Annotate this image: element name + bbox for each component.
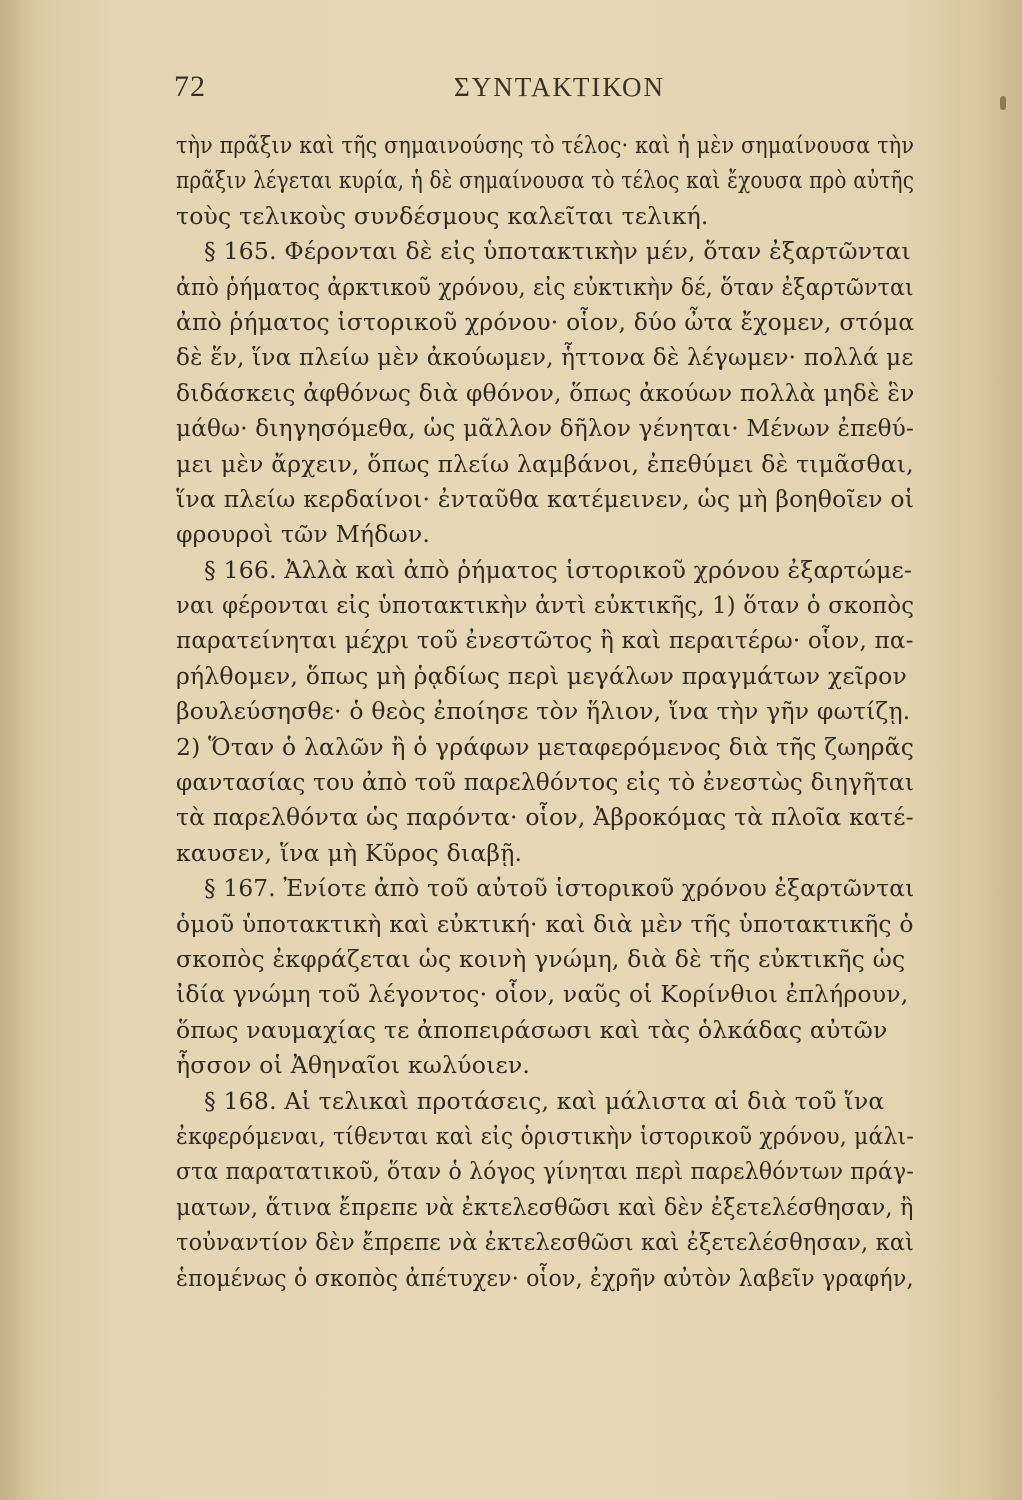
text-line: ἵνα πλείω κερδαίνοι· ἐνταῦθα κατέμεινεν, ὡς μὴ βοηθοῖεν οἱ <box>176 484 915 513</box>
section-166-start: § 166. Ἀλλὰ καὶ ἀπὸ ῥήματος ἱστορικοῦ χρόνου ἐξαρτώμε- <box>204 555 913 584</box>
page-number: 72 <box>174 70 206 103</box>
text-line: ναι φέρονται εἰς ὑποτακτικὴν ἀντὶ εὐκτικῆς, 1) ὅταν ὁ σκοπὸς <box>176 591 915 620</box>
text-line: τοὐναντίον δὲν ἔπρεπε νὰ ἐκτελεσθῶσι καὶ ἐξετελέσθησαν, καὶ <box>176 1228 915 1257</box>
text-line: μει μὲν ἄρχειν, ὅπως πλείω λαμβάνοι, ἐπεθύμει δὲ τιμᾶσθαι, <box>176 449 914 478</box>
text-line: στα παρατατικοῦ, ὅταν ὁ λόγος γίνηται περὶ παρελθόντων πράγ- <box>176 1157 914 1186</box>
text-line: τὴν πρᾶξιν καὶ τῆς σημαινούσης τὸ τέλος· καὶ ἡ μὲν σημαίνουσα τὴν <box>176 131 915 159</box>
text-line: βουλεύσησθε· ὁ θεὸς ἐποίησε τὸν ἥλιον, ἵνα τὴν γῆν φωτίζῃ. <box>176 697 911 726</box>
text-line: ἧσσον οἱ Ἀθηναῖοι κωλύοιεν. <box>176 1051 531 1080</box>
text-line: ἑπομένως ὁ σκοπὸς ἀπέτυχεν· οἷον, ἐχρῆν αὐτὸν λαβεῖν γραφήν, <box>176 1263 914 1292</box>
section-167-start: § 167. Ἐνίοτε ἀπὸ τοῦ αὐτοῦ ἱστορικοῦ χρόνου ἐξαρτῶνται <box>204 874 915 903</box>
text-line: ὅπως ναυμαχίας τε ἀποπειράσωσι καὶ τὰς ὁλκάδας αὐτῶν <box>176 1015 888 1044</box>
text-line: φρουροὶ τῶν Μήδων. <box>176 520 431 549</box>
text-line: ρήλθομεν, ὅπως μὴ ῥᾳδίως περὶ μεγάλων πραγμάτων χεῖρον <box>176 661 908 690</box>
running-title: ΣΥΝΤΑΚΤΙΚΟΝ <box>454 72 665 102</box>
text-line: ἀπὸ ῥήματος ἀρκτικοῦ χρόνου, εἰς εὐκτικὴν δέ, ὅταν ἐξαρτῶνται <box>176 272 914 301</box>
text-line: διδάσκεις ἀφθόνως διὰ φθόνον, ὅπως ἀκούων πολλὰ μηδὲ ἓν <box>176 378 915 407</box>
text-line: ἐκφερόμεναι, τίθενται καὶ εἰς ὁριστικὴν ἱστορικοῦ χρόνου, μάλι- <box>176 1121 914 1150</box>
text-line: ἀπὸ ῥήματος ἱστορικοῦ χρόνου· οἷον, δύο ὦτα ἔχομεν, στόμα <box>176 307 915 336</box>
text-line: μάθω· διηγησόμεθα, ὡς μᾶλλον δῆλον γένηται· Μένων ἐπεθύ- <box>176 414 915 443</box>
body-text <box>176 128 914 1296</box>
text-line: παρατείνηται μέχρι τοῦ ἐνεστῶτος ἢ καὶ περαιτέρω· οἷον, πα- <box>176 626 914 655</box>
section-165-start: § 165. Φέρονται δὲ εἰς ὑποτακτικὴν μέν, ὅταν ἐξαρτῶνται <box>204 237 911 266</box>
text-line: ματων, ἅτινα ἔπρεπε νὰ ἐκτελεσθῶσι καὶ δὲν ἐξετελέσθησαν, ἢ <box>176 1192 914 1221</box>
page-mark <box>1000 96 1006 110</box>
text-line: πρᾶξιν λέγεται κυρία, ἡ δὲ σημαίνουσα τὸ τέλος καὶ ἔχουσα πρὸ αὐτῆς <box>176 166 915 195</box>
section-168-start: § 168. Αἱ τελικαὶ προτάσεις, καὶ μάλιστα αἱ διὰ τοῦ ἵνα <box>204 1086 885 1115</box>
text-line: φαντασίας του ἀπὸ τοῦ παρελθόντος εἰς τὸ ἐνεστὼς διηγῆται <box>176 768 915 797</box>
text-line: ἰδία γνώμη τοῦ λέγοντος· οἷον, ναῦς οἱ Κορίνθιοι ἐπλήρουν, <box>176 980 909 1009</box>
text-line: καυσεν, ἵνα μὴ Κῦρος διαβῇ. <box>176 838 523 867</box>
text-line: ὁμοῦ ὑποτακτικὴ καὶ εὐκτική· καὶ διὰ μὲν τῆς ὑποτακτικῆς ὁ <box>176 909 914 938</box>
page-header <box>174 70 904 110</box>
text-line: τὰ παρελθόντα ὡς παρόντα· οἷον, Ἀβροκόμας τὰ πλοῖα κατέ- <box>176 803 914 832</box>
text-line: σκοπὸς ἐκφράζεται ὡς κοινὴ γνώμη, διὰ δὲ τῆς εὐκτικῆς ὡς <box>176 944 906 973</box>
text-line: τοὺς τελικοὺς συνδέσμους καλεῖται τελική. <box>176 201 709 230</box>
text-line: δὲ ἕν, ἵνα πλείω μὲν ἀκούωμεν, ἧττονα δὲ λέγωμεν· πολλά με <box>176 343 914 372</box>
text-line: 2) Ὅταν ὁ λαλῶν ἢ ὁ γράφων μεταφερόμενος διὰ τῆς ζωηρᾶς <box>176 732 915 761</box>
